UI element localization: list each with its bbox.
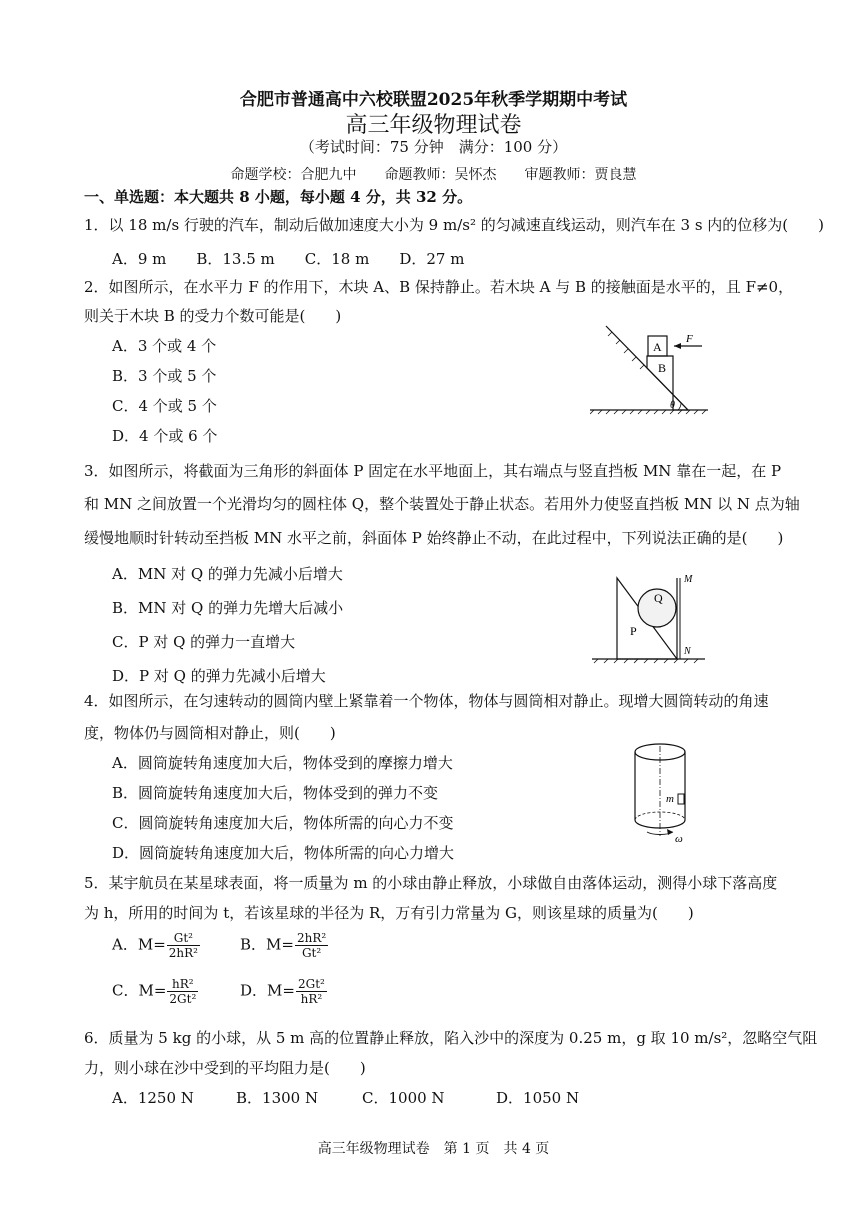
question-5-option-b [240, 931, 328, 960]
question-2-option-b: B．3 个或 5 个 [112, 367, 217, 385]
question-2-stem-line2: 则关于木块 B 的受力个数可能是( ) [84, 307, 342, 325]
question-3-stem-line2: 和 MN 之间放置一个光滑均匀的圆柱体 Q，整个装置处于静止状态。若用外力使竖直挡板 MN 以 N 点为轴 [84, 495, 800, 513]
block-b-label: B [658, 361, 667, 375]
question-5-stem-line1: 5．某宇航员在某星球表面，将一质量为 m 的小球由静止释放，小球做自由落体运动，测得小球下落高度 [84, 874, 778, 892]
mass-m-label: m [666, 793, 674, 805]
question-6-stem-line1: 6．质量为 5 kg 的小球，从 5 m 高的位置静止释放，陷入沙中的深度为 0.25 m，g 取 10 m/s²，忽略空气阻 [84, 1029, 818, 1047]
exam-info: （考试时间：75 分钟 满分：100 分） [299, 138, 568, 156]
exam-subtitle: 高三年级物理试卷 [345, 113, 522, 138]
question-3-figure [592, 570, 707, 665]
question-2-option-c: C．4 个或 5 个 [112, 397, 217, 415]
question-5-option-a-fraction [167, 931, 200, 960]
question-5-option-c-fraction [167, 977, 198, 1006]
question-5-option-d-fraction [296, 977, 327, 1006]
question-4-option-d: D．圆筒旋转角速度加大后，物体所需的向心力增大 [112, 844, 455, 862]
cylinder-q-label: Q [654, 591, 663, 605]
question-4-figure [625, 738, 705, 848]
question-5-stem-line2: 为 h，所用的时间为 t，若该星球的半径为 R，万有引力常量为 G，则该星球的质量为( ) [84, 904, 694, 922]
question-2-option-a: A．3 个或 4 个 [112, 337, 217, 355]
question-5-option-c [112, 977, 198, 1006]
denominator: 2Gt² [169, 992, 197, 1006]
question-1-stem: 1．以 18 m/s 行驶的汽车，制动后做加速度大小为 9 m/s² 的匀减速直线运动，则汽车在 3 s 内的位移为( ) [84, 216, 824, 234]
point-m-label: M [684, 574, 693, 585]
question-5-option-b-fraction [295, 931, 328, 960]
question-5-option-c-label: C．M= [112, 981, 167, 1000]
numerator: 2hR² [296, 931, 327, 945]
denominator: 2hR² [168, 946, 198, 960]
question-5-option-a [112, 931, 200, 960]
page-footer: 高三年级物理试卷 第 1 页 共 4 页 [317, 1141, 550, 1157]
question-3-option-d: D．P 对 Q 的弹力先减小后增大 [112, 667, 326, 685]
omega-label: ω [675, 833, 683, 845]
question-2-option-d: D．4 个或 6 个 [112, 427, 218, 445]
question-4-stem-line2: 度，物体仍与圆筒相对静止，则( ) [84, 724, 336, 742]
question-3-option-a: A．MN 对 Q 的弹力先减小后增大 [112, 565, 343, 583]
exam-title: 合肥市普通高中六校联盟2025年秋季学期期中考试 [239, 90, 628, 110]
question-4-option-c: C．圆筒旋转角速度加大后，物体所需的向心力不变 [112, 814, 454, 832]
numerator: hR² [167, 977, 198, 992]
question-3-stem-line3: 缓慢地顺时针转动至挡板 MN 水平之前，斜面体 P 始终静止不动，在此过程中，下列说法正确的是( ) [84, 529, 784, 547]
question-4-option-b: B．圆筒旋转角速度加大后，物体受到的弹力不变 [112, 784, 439, 802]
question-1-options: A．9 m B．13.5 m C．18 m D．27 m [112, 250, 465, 268]
question-5-option-b-label: B．M= [240, 935, 294, 954]
question-4-stem-line1: 4．如图所示，在匀速转动的圆筒内壁上紧靠着一个物体，物体与圆筒相对静止。现增大圆筒转动的角速 [84, 692, 769, 710]
wedge-p-label: P [630, 624, 637, 638]
question-5-option-a-label: A．M= [112, 935, 166, 954]
question-6-option-b: B．1300 N [236, 1089, 319, 1107]
question-6-option-c: C．1000 N [362, 1089, 445, 1107]
point-n-label: N [684, 646, 691, 657]
question-5-option-d [240, 977, 327, 1006]
question-4-option-a: A．圆筒旋转角速度加大后，物体受到的摩擦力增大 [112, 754, 453, 772]
force-f-label: F [686, 333, 693, 345]
question-2-figure [590, 320, 710, 415]
exam-authors: 命题学校：合肥九中 命题教师：吴怀杰 审题教师：贾良慧 [230, 167, 637, 183]
question-6-stem-line2: 力，则小球在沙中受到的平均阻力是( ) [84, 1059, 366, 1077]
question-3-option-b: B．MN 对 Q 的弹力先增大后减小 [112, 599, 344, 617]
denominator: hR² [300, 992, 323, 1006]
question-5-option-d-label: D．M= [240, 981, 295, 1000]
denominator: Gt² [301, 946, 322, 960]
section-heading: 一、单选题：本大题共 8 小题，每小题 4 分，共 32 分。 [84, 188, 473, 206]
angle-theta-label: θ [670, 400, 675, 411]
question-3-stem-line1: 3．如图所示，将截面为三角形的斜面体 P 固定在水平地面上，其右端点与竖直挡板 MN 靠在一起，在 P [84, 462, 782, 480]
question-3-option-c: C．P 对 Q 的弹力一直增大 [112, 633, 296, 651]
numerator: 2Gt² [297, 977, 325, 991]
question-6-option-d: D．1050 N [496, 1089, 580, 1107]
question-2-stem-line1: 2．如图所示，在水平力 F 的作用下，木块 A、B 保持静止。若木块 A 与 B 的接触面是水平的，且 F≠0， [84, 278, 794, 296]
block-a-label: A [653, 340, 662, 354]
question-6-option-a: A．1250 N [112, 1089, 194, 1107]
numerator: Gt² [167, 931, 200, 946]
